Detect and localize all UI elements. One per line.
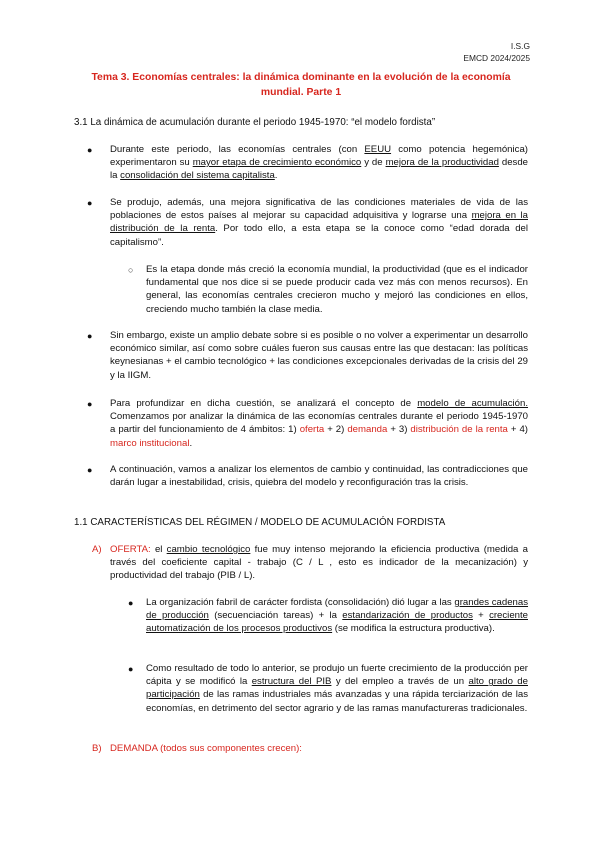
bullet-icon: ● [87, 465, 93, 475]
paragraph-4: Sin embargo, existe un amplio debate sobre si es posible o no volver a experimentar un desarrollo económico similar, así como sobre cuáles fueron sus causas entre las que destacan: las políticas keynesianas + el cambio tecnológico + las condiciones excepcionales derivadas de la crisis del 29 y la IIGM. [110, 330, 528, 381]
label-b: B) [92, 743, 102, 754]
bullet-icon: ● [128, 598, 134, 608]
paragraph-1: Durante este periodo, las economías centrales (con EEUU como potencia hegemónica) experimentaron su mayor etapa de crecimiento económico y de mejora de la productividad desde la consolidación del sistema capitalista. [110, 144, 529, 182]
circle-bullet-icon: ○ [128, 265, 134, 275]
paragraph-7: La organización fabril de carácter fordista (consolidación) dió lugar a las grandes cadenas de producción (secuenciación tareas) + la estandarización de productos + creciente automatización de los procesos productivos (se modifica la estructura productiva). [146, 597, 529, 635]
bullet-icon: ● [87, 145, 93, 155]
paragraph-5: Para profundizar en dicha cuestión, se analizará el concepto de modelo de acumulación. Comenzamos por analizar la dinámica de las economías centrales durante el periodo 1945-1970 a partir del funcionamiento de 4 ámbitos: 1) oferta + 2) demanda + 3) distribución de la renta + 4) marco institucional. [110, 398, 529, 449]
section-heading-1-1: 1.1 CARACTERÍSTICAS DEL RÉGIMEN / MODELO DE ACUMULACIÓN FORDISTA [74, 517, 446, 528]
bullet-icon: ● [87, 399, 93, 409]
page-title: Tema 3. Economías centrales: la dinámica dominante en la evolución de la economía mundial. Parte 1 [91, 72, 511, 98]
demanda-heading: DEMANDA (todos sus componentes crecen): [110, 743, 302, 754]
paragraph-6: A continuación, vamos a analizar los elementos de cambio y continuidad, las contradicciones que darán lugar a inestabilidad, crisis, quiebra del modelo y reconfiguración tras la crisis. [110, 464, 528, 489]
section-heading-3-1: 3.1 La dinámica de acumulación durante el periodo 1945-1970: “el modelo fordista” [74, 117, 436, 128]
bullet-icon: ● [87, 331, 93, 341]
header-line2: EMCD 2024/2025 [463, 53, 530, 63]
paragraph-3: Es la etapa donde más creció la economía mundial, la productividad (que es el indicador fundamental que nos dice si se puede producir cada vez más con menos recursos). En general, las economías centrales crecieron mucho y mejoró las condiciones en ellos, creciendo mucho también la clase media. [146, 264, 528, 315]
label-a: A) [92, 544, 102, 555]
bullet-icon: ● [87, 198, 93, 208]
bullet-icon: ● [128, 664, 134, 674]
paragraph-8: Como resultado de todo lo anterior, se produjo un fuerte crecimiento de la producción per cápita y se modificó la estructura del PIB y del empleo a través de un alto grado de participación de las ramas industriales más avanzadas y una rápida terciarización de las economías, en detrimento del sector agrario y de las ramas manufactureras tradicionales. [146, 663, 528, 714]
header-line1: I.S.G [510, 41, 530, 51]
oferta-paragraph: OFERTA: el cambio tecnológico fue muy intenso mejorando la eficiencia productiva (medida a través del coeficiente capital - trabajo (C / L , esto es indicador de la mecanización) y productividad del trabajo (PIB / L). [110, 544, 528, 582]
paragraph-2: Se produjo, además, una mejora significativa de las condiciones materiales de vida de las poblaciones de estos países al mejorar su capacidad adquisitiva y lograrse una mejora en la distribución de la renta. Por todo ello, a esta etapa se la conoce como “edad dorada del capitalismo”. [110, 197, 528, 248]
